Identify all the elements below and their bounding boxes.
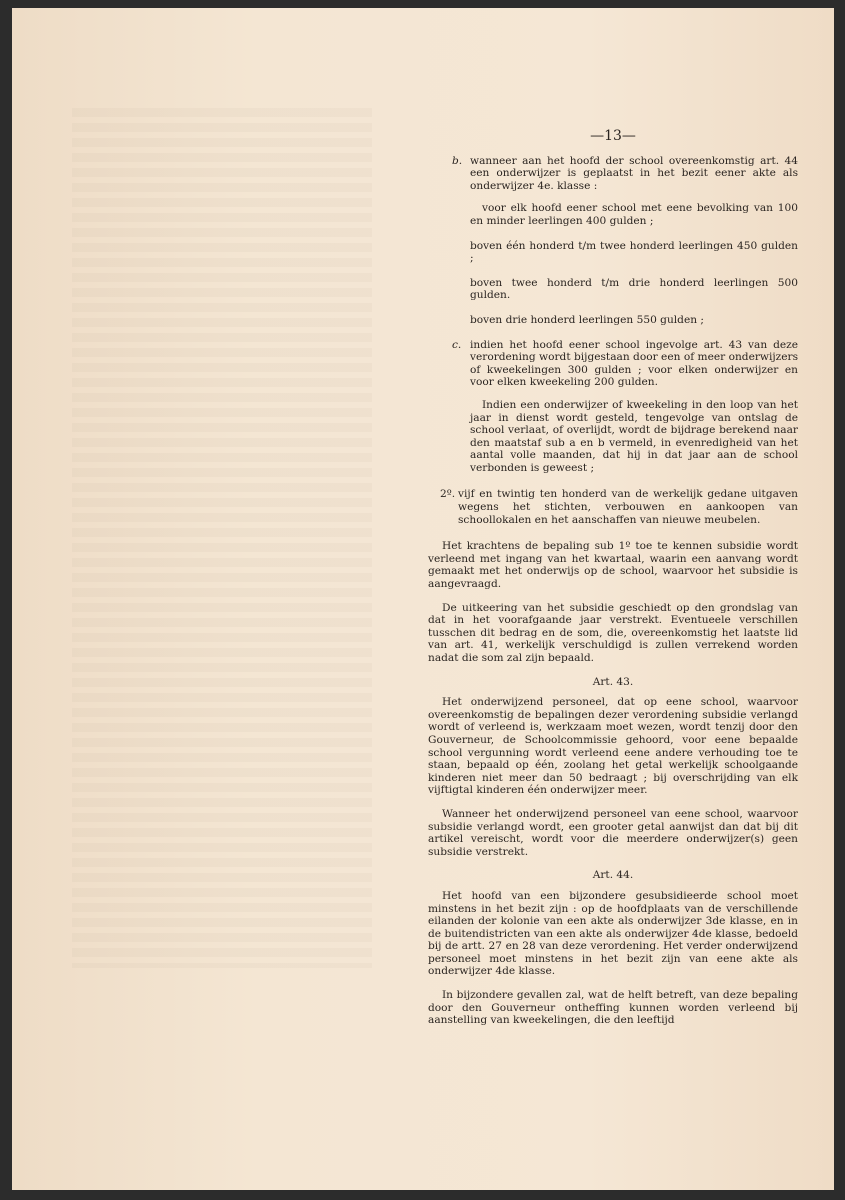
article-heading-44: Art. 44.	[592, 869, 634, 882]
item-b-label: b.	[452, 154, 463, 167]
bleed-through-text	[72, 108, 372, 968]
paragraph: Wanneer het onderwijzend personeel van eene school, waarvoor subsidie verlangd wordt, een grooter getal aanwijst dan dat bij dit artikel vereischt, wordt voor die meerdere onderwijzer(s) geen subsidie verstrekt.	[428, 807, 798, 858]
paragraph: In bijzondere gevallen zal, wat de helft betreft, van deze bepaling door den Gouverneur ontheffing kunnen worden verleend bij aanstelling van kweekelingen, die den leeftijd	[428, 989, 798, 1027]
item-b-text: wanneer aan het hoofd der school overeenkomstig art. 44 een onderwijzer is geplaatst in het bezit eener akte als onderwijzer 4e. klasse :	[470, 154, 798, 192]
item-2	[428, 488, 798, 526]
item-b	[428, 155, 798, 193]
document-page	[12, 8, 834, 1190]
item-b-subs	[428, 202, 798, 326]
item-b-sub: voor elk hoofd eener school met eene bevolking van 100 en minder leerlingen 400 gulden ;	[470, 202, 798, 227]
paragraph: De uitkeering van het subsidie geschiedt op den grondslag van dat in het voorafgaande jaar verstrekt. Eventueele verschillen tusschen dit bedrag en de som, die, overeenkomstig het laatste lid van art. 41, werkelijk verschuldigd is zullen verrekend worden nadat die som zal zijn bepaald.	[428, 601, 798, 664]
item-2-text: vijf en twintig ten honderd van de werkelijk gedane uitgaven wegens het stichten, verbouwen en aankoopen van schoollokalen en het aanschaffen van nieuwe meubelen.	[458, 488, 798, 526]
page-number: —13—	[590, 128, 636, 144]
item-c-paragraph: Indien een onderwijzer of kweekeling in den loop van het jaar in dienst wordt gesteld, tengevolge van ontslag de school verlaat, of overlijdt, wordt de bijdrage berekend naar den maatstaf sub a en b vermeld, in evenredigheid van het aantal volle maanden, dat hij in dat jaar aan de school verbonden is geweest ;	[470, 398, 798, 474]
item-b-sub: boven drie honderd leerlingen 550 gulden ;	[470, 313, 704, 326]
item-c	[428, 339, 798, 389]
item-2-label: 2º.	[440, 488, 456, 501]
item-c-text: indien het hoofd eener school ingevolge art. 43 van deze verordening wordt bijgestaan door een of meer onderwijzers of kweekelingen 300 gulden ; voor elken onderwijzer en voor elken kweekeling 200 gulden.	[470, 338, 798, 389]
paragraph: Het krachtens de bepaling sub 1º toe te kennen subsidie wordt verleend met ingang van het kwartaal, waarin een aanvang wordt gemaakt met het onderwijs op de school, waarvoor het subsidie is aangevraagd.	[428, 540, 798, 591]
paragraph: Het onderwijzend personeel, dat op eene school, waarvoor overeenkomstig de bepalingen dezer verordening subsidie verlangd wordt of verleend is, werkzaam moet wezen, wordt tenzij door den Gouverneur, de Schoolcommissie gehoord, voor eene bepaalde school vergunning wordt verleend eene andere verhouding toe te staan, bepaald op één, zoolang het getal werkelijk schoolgaande kinderen niet meer dan 50 bedraagt ; bij overschrijding van elk vijftigtal kinderen één onderwijzer meer.	[428, 696, 798, 797]
text-column	[428, 130, 798, 1038]
item-b-sub: boven één honderd t/m twee honderd leerlingen 450 gulden ;	[470, 239, 798, 265]
article-heading-43: Art. 43.	[592, 675, 634, 688]
item-b-sub: boven twee honderd t/m drie honderd leerlingen 500 gulden.	[470, 276, 798, 302]
paragraph: Het hoofd van een bijzondere gesubsidieerde school moet minstens in het bezit zijn : op de hoofdplaats van de verschillende eilanden der kolonie van een akte als onderwijzer 3de klasse, en in de buitendistricten van een akte als onderwijzer 4de klasse, bedoeld bij de artt. 27 en 28 van deze verordening. Het verder onderwijzend personeel moet minstens in het bezit zijn van eene akte als onderwijzer 4de klasse.	[428, 889, 798, 978]
item-c-label: c.	[452, 338, 462, 351]
